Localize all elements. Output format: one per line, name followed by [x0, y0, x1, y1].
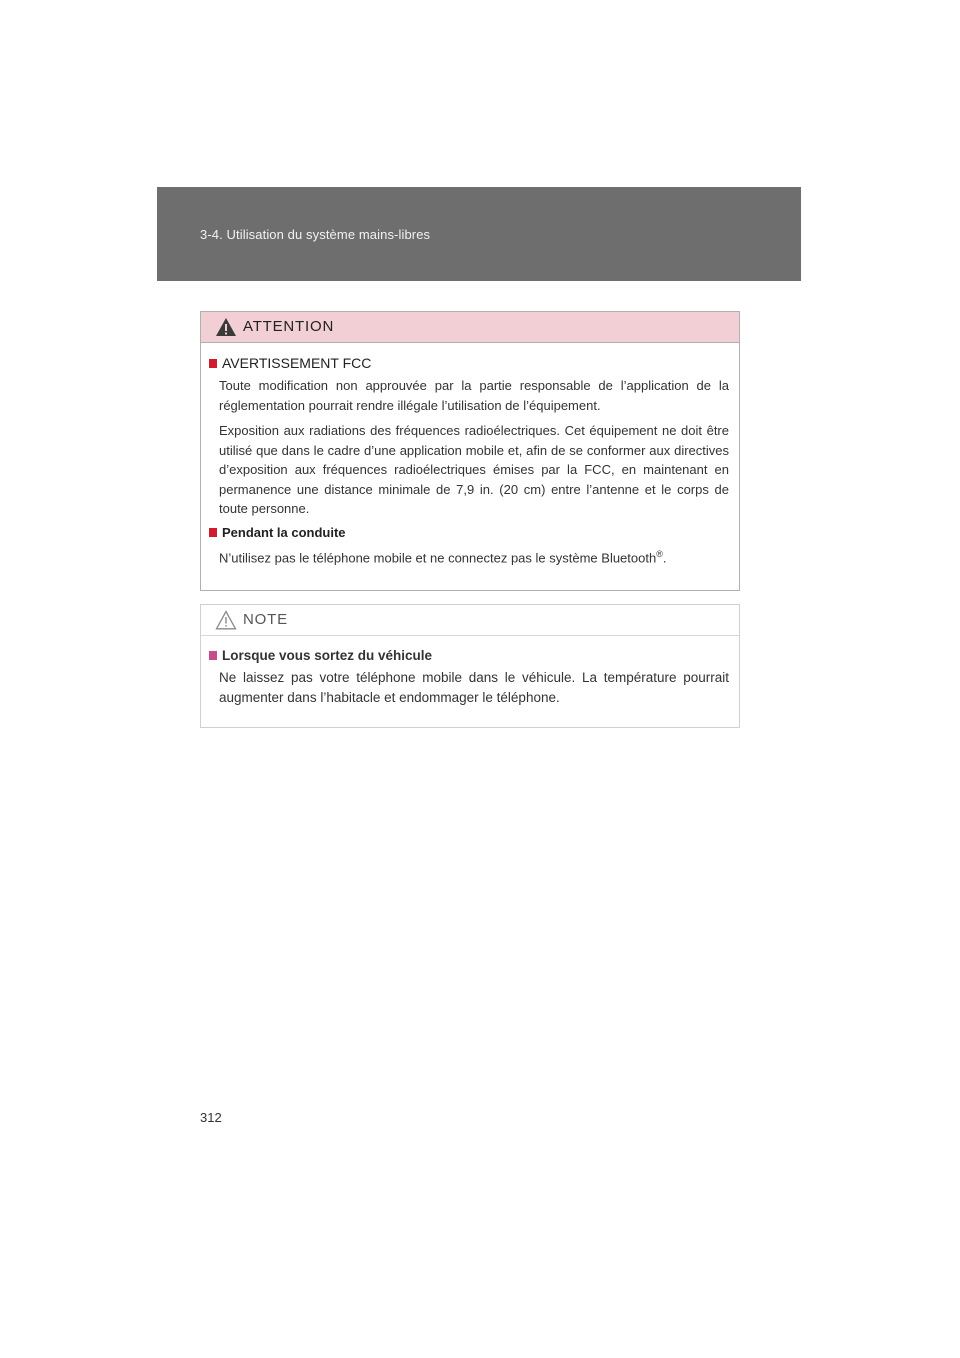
bullet-square-icon	[209, 651, 217, 660]
attention-title: ATTENTION	[243, 318, 335, 335]
attention-box	[200, 311, 740, 591]
warning-triangle-icon	[215, 317, 237, 337]
leaving-vehicle-paragraph: Ne laissez pas votre téléphone mobile dans le véhicule. La température pourrait augmenter dans l’habitacle et endommager le téléphone.	[219, 670, 729, 705]
fcc-paragraph-2: Exposition aux radiations des fréquences radioélectriques. Cet équipement ne doit être utilisé que dans le cadre d’une application mobile et, afin de se conformer aux directives d’exposition aux fréquences radioélectriques émises par la FCC, en maintenant en permanence une distance minimale de 7,9 in. (20 cm) entre l’antenne et le corps de toute personne.	[219, 423, 729, 516]
bullet-square-icon	[209, 359, 217, 368]
leaving-vehicle-heading: Lorsque vous sortez du véhicule	[209, 648, 729, 663]
fcc-paragraph-1: Toute modification non approuvée par la partie responsable de l’application de la réglementation pourrait rendre illégale l’utilisation de l’équipement.	[219, 378, 729, 413]
caution-triangle-icon	[215, 610, 237, 630]
page-number: 312	[200, 1110, 222, 1125]
fcc-warning-heading: AVERTISSEMENT FCC	[209, 355, 729, 371]
note-title-bar	[201, 605, 739, 636]
section-title: 3-4. Utilisation du système mains-libres	[200, 227, 431, 242]
attention-title-bar	[201, 312, 739, 343]
note-title: NOTE	[243, 611, 288, 628]
driving-paragraph: N’utilisez pas le téléphone mobile et ne connectez pas le système Bluetooth®.	[219, 548, 667, 565]
note-box	[200, 604, 740, 728]
driving-heading: Pendant la conduite	[209, 525, 729, 540]
section-header-band	[157, 187, 801, 281]
bullet-square-icon	[209, 528, 217, 537]
